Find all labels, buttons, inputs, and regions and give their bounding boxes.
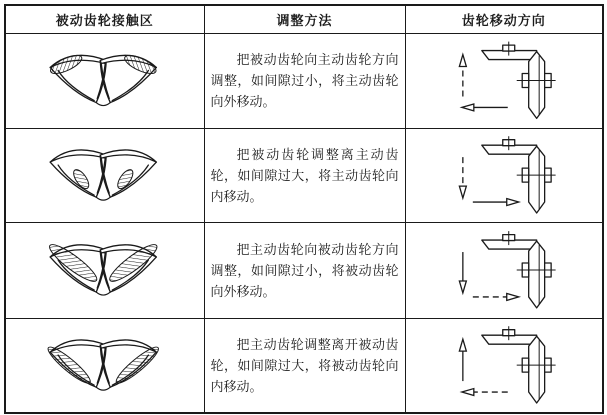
horizontal-arrow-right-icon [472,198,518,205]
table-row [5,318,603,413]
column-header-contact-area: 被动齿轮接触区 [5,5,204,33]
gear-tooth-icon [46,240,107,292]
gear-teeth-contact-icon [6,34,204,128]
horizontal-arrow-left-icon [461,103,507,110]
contact-pattern-figure [6,319,204,412]
bevel-gear-pair-icon [406,319,603,412]
bevel-gear-pair-icon [406,129,603,222]
vertical-arrow-down-icon [459,157,466,198]
table-header-row [5,5,603,33]
adjustment-method-text: 把主动齿轮调整离开被动齿轮，如间隙过大，将被动齿轮向内移动。 [210,336,399,394]
table-row [5,33,603,128]
gear-teeth-contact-icon [6,319,204,412]
contact-pattern-figure [6,34,204,128]
movement-direction-figure [406,319,603,412]
gear-tooth-icon [50,149,106,196]
contact-pattern-figure [6,129,204,222]
vertical-arrow-up-icon [459,339,466,381]
table-row [5,222,603,318]
gear-adjustment-table [4,4,604,414]
movement-direction-figure [406,223,603,318]
horizontal-arrow-left-icon [461,388,507,395]
adjustment-method-text: 把被动齿轮向主动齿轮方向调整，如间隙过小，将主动齿轮向外移动。 [210,52,399,109]
vertical-arrow-up-icon [459,54,466,96]
table-row [5,128,603,222]
adjustment-method-text: 把被动齿轮调整离主动齿轮，如间隙过大，将主动齿轮向内移动。 [210,146,399,204]
gear-teeth-contact-icon [6,223,204,318]
method-cell [204,128,405,222]
column-header-move-direction: 齿轮移动方向 [405,5,603,33]
gear-tooth-icon [45,340,107,387]
bevel-gear-pair-icon [406,223,603,318]
bevel-gear-pair-icon [406,34,603,128]
contact-pattern-figure [6,223,204,318]
movement-direction-figure [406,129,603,222]
method-cell [204,222,405,318]
movement-direction-figure [406,34,603,128]
method-cell [204,318,405,413]
horizontal-arrow-right-icon [472,293,518,300]
adjustment-method-text: 把主动齿轮向被动齿轮方向调整，如间隙过小，将被动齿轮向外移动。 [210,241,399,299]
contact-patch-icon [45,343,94,387]
gear-tooth-icon [48,51,106,102]
method-cell [204,33,405,128]
vertical-arrow-down-icon [459,252,466,293]
gear-teeth-contact-icon [6,129,204,222]
column-header-adjust-method: 调整方法 [204,5,405,33]
